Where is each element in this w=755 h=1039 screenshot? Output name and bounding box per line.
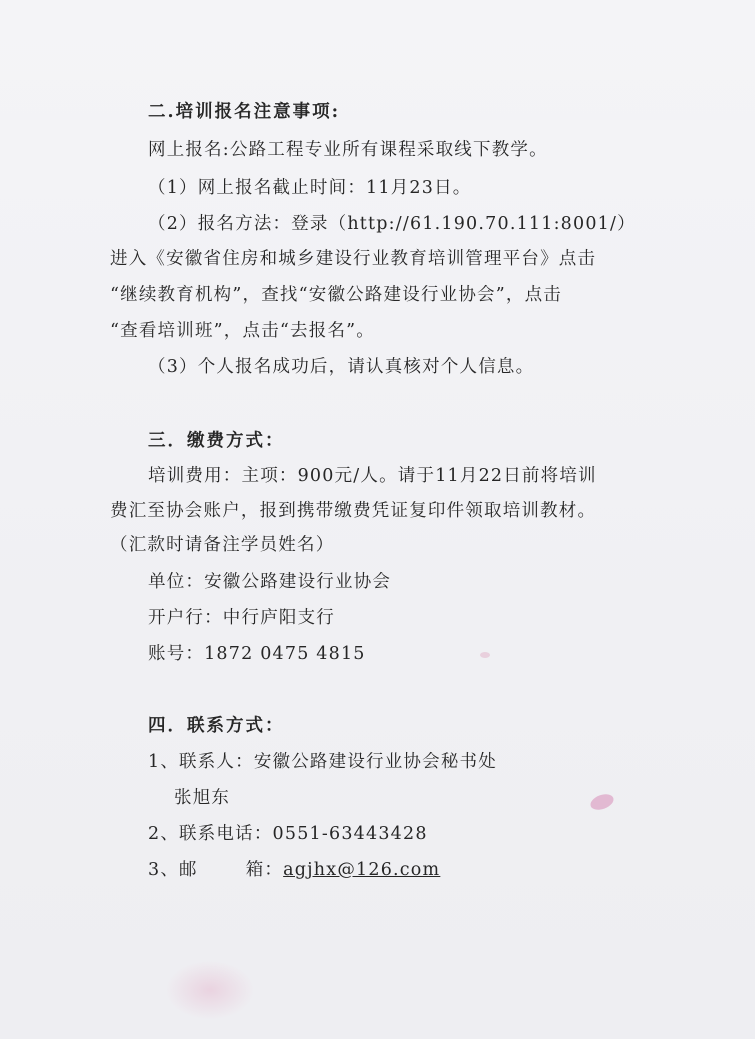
email-label-part2: 箱： (245, 860, 284, 880)
stamp-stain (588, 791, 615, 812)
contact-person-line1: 1、联系人：安徽公路建设行业协会秘书处 (148, 752, 497, 772)
stamp-stain (165, 960, 255, 1020)
section2-item2-line1: （2）报名方法：登录（http://61.190.70.111:8001/） (148, 214, 636, 234)
payee-bank: 开户行：中行庐阳支行 (148, 608, 335, 628)
section2-item1: （1）网上报名截止时间：11月23日。 (148, 178, 472, 198)
section2-item2-line4: “查看培训班”，点击“去报名”。 (110, 321, 375, 341)
section3-fee-line3: （汇款时请备注学员姓名） (110, 535, 335, 555)
section2-item2-line3: “继续教育机构”，查找“安徽公路建设行业协会”，点击 (110, 285, 562, 305)
contact-phone: 2、联系电话：0551-63443428 (148, 824, 428, 844)
section3-heading: 三．缴费方式： (148, 431, 285, 451)
contact-person-name: 张旭东 (174, 788, 231, 808)
section2-heading: 二.培训报名注意事项: (148, 102, 341, 122)
email-label-part1: 3、邮 (148, 860, 198, 880)
section4-heading: 四．联系方式： (148, 716, 285, 736)
section3-fee-line1: 培训费用：主项：900元/人。请于11月22日前将培训 (148, 466, 597, 486)
section2-intro: 网上报名:公路工程专业所有课程采取线下教学。 (148, 140, 548, 160)
payee-account: 账号：1872 0475 4815 (148, 644, 366, 664)
contact-email-row (148, 856, 440, 881)
email-link[interactable]: agjhx@126.com (283, 860, 441, 880)
section2-item2-line2: 进入《安徽省住房和城乡建设行业教育培训管理平台》点击 (110, 249, 597, 269)
stamp-stain (480, 652, 490, 658)
section2-item3: （3）个人报名成功后，请认真核对个人信息。 (148, 357, 535, 377)
payee-unit: 单位：安徽公路建设行业协会 (148, 572, 392, 592)
section3-fee-line2: 费汇至协会账户，报到携带缴费凭证复印件领取培训教材。 (110, 501, 597, 521)
